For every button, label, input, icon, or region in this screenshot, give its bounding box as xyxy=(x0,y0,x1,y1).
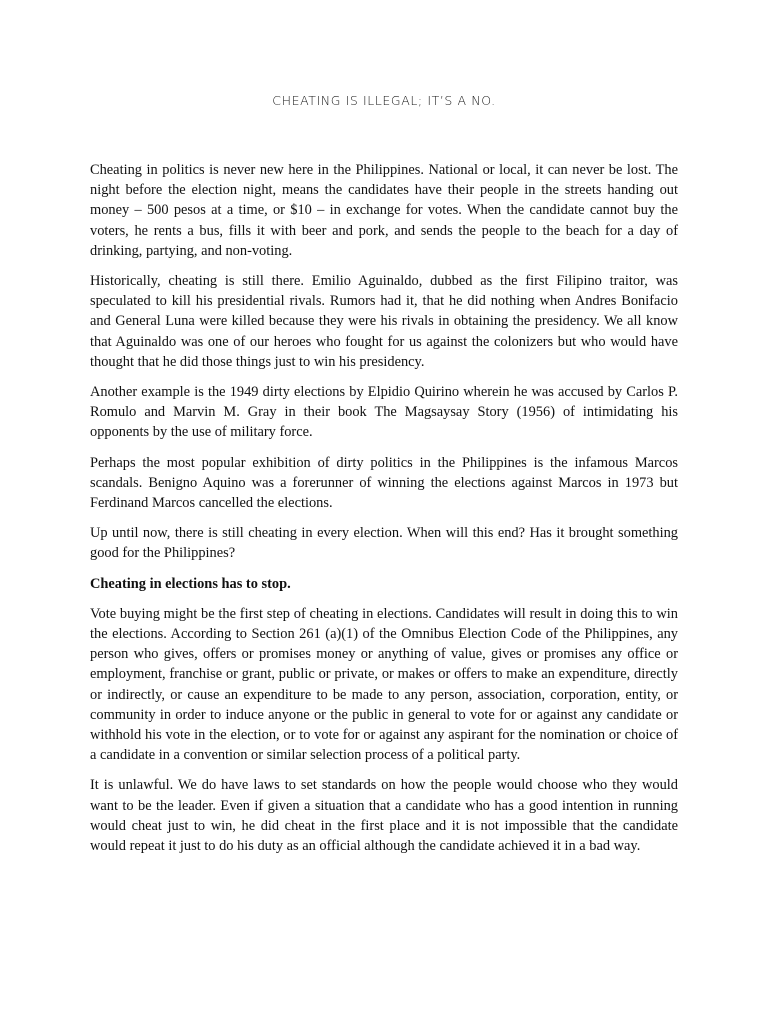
paragraph-intro: Cheating in politics is never new here in the Philippines. National or local, it can never be lost. The night before the election night, means the candidates have their people in the streets handing out money – 500 pesos at a time, or $10 – in exchange for votes. When the candidate cannot buy the voters, he rents a bus, fills it with beer and pork, and sends the people to the beach for a day of drinking, partying, and non-voting. xyxy=(90,162,678,259)
paragraph-question: Up until now, there is still cheating in every election. When will this end? Has it brought something good for the Philippines? xyxy=(90,525,678,562)
paragraph-history: Historically, cheating is still there. Emilio Aguinaldo, dubbed as the first Filipino traitor, was speculated to kill his presidential rivals. Rumors had it, that he did nothing when Andres Bonifacio and General Luna were killed because they were his rivals in obtaining the presidency. We all know that Aguinaldo was one of our heroes who fought for us against the colonizers but who would have thought that he did those things just to win his presidency. xyxy=(90,273,678,370)
document-title: CHEATING IS ILLEGAL; IT’S A NO. xyxy=(272,93,496,108)
document-body xyxy=(90,160,678,866)
paragraph-marcos: Perhaps the most popular exhibition of dirty politics in the Philippines is the infamous Marcos scandals. Benigno Aquino was a forerunner of winning the elections against Marcos in 1973 but Ferdinand Marcos cancelled the elections. xyxy=(90,454,678,512)
paragraph-unlawful: It is unlawful. We do have laws to set standards on how the people would choose who they would want to be the leader. Even if given a situation that a candidate who has a good intention in running would cheat just to win, he did cheat in the first place and it is not impossible that the candidate would repeat it just to do his duty as an official although the candidate achieved it in a bad way. xyxy=(90,777,678,855)
paragraph-quirino: Another example is the 1949 dirty elections by Elpidio Quirino wherein he was accused by Carlos P. Romulo and Marvin M. Gray in their book The Magsaysay Story (1956) of intimidating his opponents by the use of military force. xyxy=(90,384,678,441)
section-heading: Cheating in elections has to stop. xyxy=(90,575,291,592)
paragraph-vote-buying: Vote buying might be the first step of cheating in elections. Candidates will result in doing this to win the elections. According to Section 261 (a)(1) of the Omnibus Election Code of the Philippines, any person who gives, offers or promises money or anything of value, gives or promises any office or employment, franchise or grant, public or private, or makes or offers to make an expenditure, directly or indirectly, or cause an expenditure to be made to any person, association, corporation, entity, or community in order to induce anyone or the public in general to vote for or against any candidate or withhold his vote in the election, or to vote for or against any aspirant for the nomination or choice of a candidate in a convention or similar selection process of a political party. xyxy=(90,605,678,764)
